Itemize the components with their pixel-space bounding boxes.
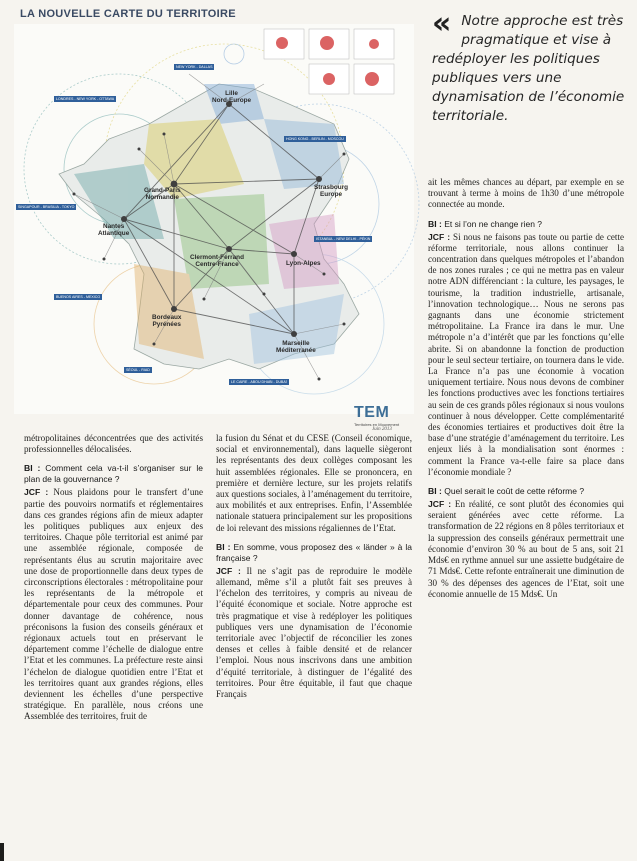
article-column-3 [428,177,624,600]
interview-answer [24,487,203,722]
map-connection-flag: NEW YORK - DALLAS [176,65,213,69]
paragraph-text: métropolitaines déconcentrées que des activités professionnelles délocalisées. [24,433,203,455]
interview-question [24,463,203,485]
map-city-label: Grand-Paris Normandie [144,187,181,201]
map-connection-flag: HONG KONG - BERLIN - MOSCOU [286,137,344,141]
article-column-1 [24,433,203,723]
map-city-label: Strasbourg Europe [314,184,349,198]
interview-question [428,219,624,230]
speaker-label: JCF : [216,565,241,576]
paragraph-text: Il ne s’agit pas de reproduire le modèle allemand, même s’il a plutôt fait ses preuves à l’échelon des territoires, y compris au niveau de l’équité économique et sociale. Notre approche est très pragmatique et vise à redéployer les politiques publiques vers une dynamisation de l’économie territoriale avec l’objectif de réconcilier les zones denses et celles à faible densité et de relancer l’emploi. Nous nous inscrivons dans une ambition d’équité territoriale, à distinguer de l’égalité des territoires. Pour être équitable, il faut que chaque Français [216,565,412,700]
paragraph-text: ait les mêmes chances au départ, par exemple en se trouvant à terme à moins de 1h30 d’une métropole connectée au monde. [428,177,624,210]
page-title: LA NOUVELLE CARTE DU TERRITOIRE [20,8,236,20]
paragraph-text: Et si l’on ne change rien ? [444,218,543,229]
map-city-label: Bordeaux Pyrénées [152,314,182,328]
speaker-label: BI : [216,541,231,552]
speaker-label: JCF : [24,487,49,498]
speaker-label: BI : [428,486,442,497]
interview-answer [428,232,624,478]
map-date: Juin 2013 [372,427,392,432]
map-city-label: Clermont-Ferrand Centre-France [190,254,244,268]
map-city-label: Lille Nord-Europe [212,90,252,104]
map-connection-flag: SÉOUL - RIAD [126,368,150,372]
map-city-label: Lyon-Alpes [286,260,321,267]
quote-mark-icon: « [432,6,452,41]
interview-question [216,542,412,564]
pull-quote [432,6,627,126]
article-paragraph [428,177,624,211]
map-city-label: Marseille Méditerranée [276,340,316,354]
tem-logo: TEM Territoires en Mouvement [354,404,400,427]
paragraph-text: En réalité, ce sont plutôt des économies qui seraient générées avec cette réforme. La transformation de 22 régions en 8 pôles territoriaux et la suppression des conseils généraux permettrait une économie d’environ 30 % au bout de 5 ans, soit 21 Mds€ en rythme annuel sur une assiette budgétaire de 71 Mds€. Cette refonte entraînerait une diminution de 30 % des dépenses des agences de l’Etat, soit une économie annuelle de 15 Mds€. Un [428,499,625,599]
map-connection-flag: BUENOS AIRES - MEXICO [56,295,101,299]
speaker-label: BI : [24,463,41,474]
page-edge-marker [0,843,4,861]
article-paragraph [24,433,203,455]
paragraph-text: la fusion du Sénat et du CESE (Conseil économique, social et environnemental), dans laquelle siègeront les représentants des deux collèges composant les huit assemblées régionales. Elle se prononcera, en première et dernière lecture, sur les projets relatifs aux questions sociales, à l’aménagement du territoire, aux mobilités et aux entreprises. Enfin, l’Assemblée nationale statuera principalement sur les propositions de loi relevant des missions régaliennes de l’Etat. [216,433,412,533]
interview-answer [428,499,624,600]
pull-quote-text: Notre approche est très pragmatique et vise à redéployer les politiques publiques vers une dynamisation de l’économie territoriale. [432,13,625,124]
map-graphic [14,24,414,414]
article-column-2 [216,433,412,700]
speaker-label: JCF : [428,231,451,242]
paragraph-text: En somme, vous proposez des « länder » à la française ? [216,541,412,563]
map-connection-flag: LONDRES - NEW YORK - OTTAWA [56,97,115,101]
territory-map [14,24,414,432]
map-city-label: Nantes Atlantique [98,223,130,237]
paragraph-text: Quel serait le coût de cette réforme ? [444,486,585,497]
speaker-label: BI : [428,218,442,229]
interview-question [428,486,624,497]
speaker-label: JCF : [428,499,452,510]
map-connection-flag: SINGAPOUR - BRASILIA - TOKYO [18,205,75,209]
paragraph-text: Nous plaidons pour le transfert d’une partie des pouvoirs normatifs et réglementaires dans ces grandes régions afin de mieux adapter les politiques publiques aux enjeux des territoires. Chaque pôle territorial est animé par une assemblée régionale, composée de représentants élus au scrutin majoritaire avec une dose de proportionnelle dans deux types de circonscriptions électorales : métropolitaine pour les représentants de la métropole et départementale pour ceux des communes. Pour donner davantage de cohérence, nous préconisons la fusion des conseils généraux et régionaux actuels tout en préservant le département comme l’échelle de dialogue entre l’Etat et les communes. La préfecture reste ainsi l’échelon de dialogue quotidien entre l’Etat et les territoires quant aux grandes régions, elles deviennent les échelles d’une perspective stratégique. En parallèle, nous créons une Assemblée des territoires, fruit de [24,487,203,722]
interview-answer [216,566,412,700]
map-connection-flag: ISTANBUL - NEW DELHI - PÉKIN [316,237,371,241]
paragraph-text: Si nous ne faisons pas toute ou partie de cette réforme territoriale, nous allons continuer la concentration dans quelques métropoles et l’abandon de nos zones rurales ; ce qui ne mettra pas en valeur notre ADN différenciant : la culture, les paysages, le tourisme, la tradition industrielle, artisanale, l’innovation technologique… Nous ne serons pas gagnants dans une économie strictement métropolitaine. La France ira dans le mur. Une métropole n’a d’intérêt que par les fonctions qu’elle abrite. Si on abandonne la fonction de production pour le seul secteur tertiaire, on tournera dans le vide. La France n’a pas une économie à vocation uniquement tertiaire. Nous nous devons de combiner les fonctions productives avec les fonctions tertiaires au sein de ces grands pôles régionaux si nous voulons continuer à nous développer. Cette complémentarité des économies tertiaires et productives doit être la base d’une stratégie d’aménagement du territoire. Les enjeux liés à la mondialisation sont énormes : comment la France va-t-elle faire sa place dans l’économie mondiale ? [428,231,625,477]
article-paragraph [216,433,412,534]
map-connection-flag: LE CAIRE - ABOU DHABI - DUBAÏ [231,380,287,384]
paragraph-text: Comment cela va-t-il s’organiser sur le plan de la gouvernance ? [24,463,203,485]
